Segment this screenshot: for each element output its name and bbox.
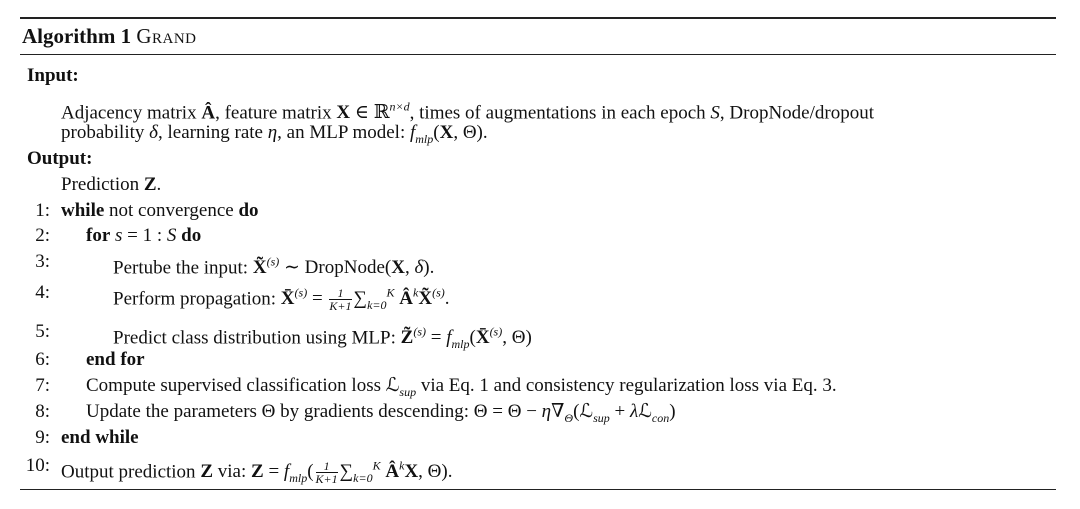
output-desc: Prediction Z.	[61, 174, 162, 195]
bottom-rule	[20, 489, 1056, 490]
algorithm-label: Algorithm 1	[22, 24, 132, 48]
output-heading: Output:	[27, 148, 93, 169]
top-rule	[20, 17, 1056, 19]
algorithm-title	[22, 24, 197, 49]
input-desc-line2: probability δ, learning rate η, an MLP model: $f_{mlp}(X$, Θ).	[61, 122, 488, 146]
input-desc-line1: Adjacency matrix Â, feature matrix X ∈ ℝ$^{n\times d}$, times of augmentations in each epoch S, DropNode/dropout	[61, 100, 874, 124]
input-heading: Input:	[27, 65, 79, 86]
header-rule	[20, 54, 1056, 55]
algorithm-name: Grand	[136, 24, 197, 48]
